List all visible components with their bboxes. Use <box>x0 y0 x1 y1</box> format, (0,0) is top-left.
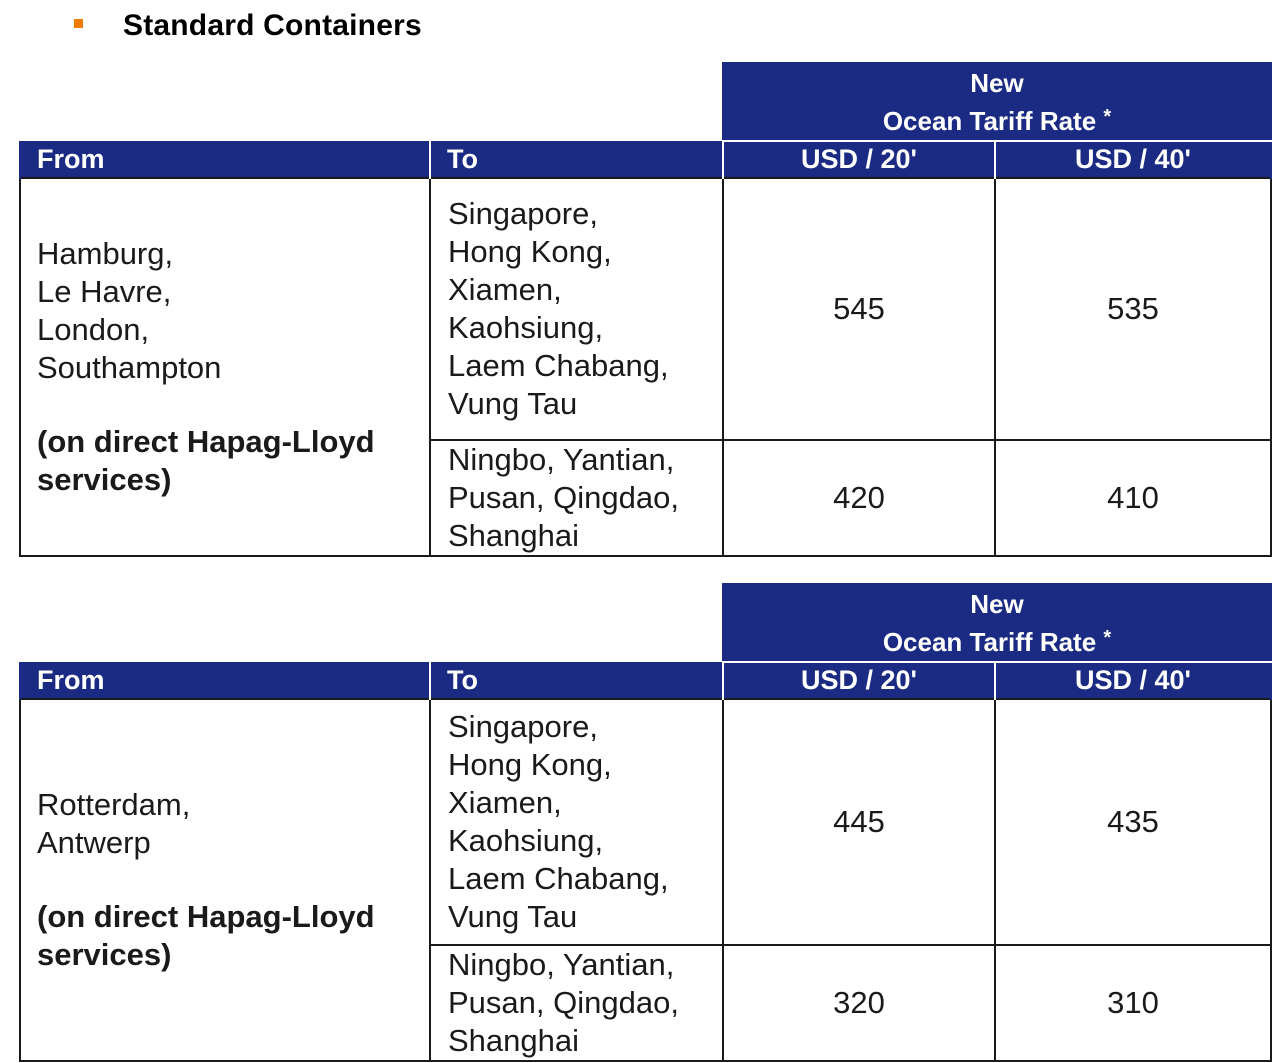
rate-header-line1: New <box>970 589 1024 619</box>
col-header-from: From <box>20 662 430 699</box>
rate-header-asterisk: * <box>1103 627 1112 649</box>
rate-header <box>723 63 1271 141</box>
rate-usd40: 535 <box>995 178 1271 440</box>
tariff-table-2 <box>19 583 1272 1062</box>
to-cell: Singapore, Hong Kong, Xiamen, Kaohsiung, Laem Chabang, Vung Tau <box>430 178 723 440</box>
rate-usd20: 420 <box>723 440 995 556</box>
rate-usd20: 545 <box>723 178 995 440</box>
col-header-usd20: USD / 20' <box>723 141 995 178</box>
rate-usd20: 445 <box>723 699 995 945</box>
rate-header-line2: Ocean Tariff Rate <box>882 106 1097 136</box>
col-header-usd20: USD / 20' <box>723 662 995 699</box>
rate-header <box>723 584 1271 662</box>
from-cell: Hamburg, Le Havre, London, Southampton (on direct Hapag-Lloyd services) <box>20 178 430 556</box>
from-note: (on direct Hapag-Lloyd services) <box>37 899 375 972</box>
from-note: (on direct Hapag-Lloyd services) <box>37 424 375 497</box>
to-cell: Ningbo, Yantian, Pusan, Qingdao, Shanghai <box>430 945 723 1061</box>
tariff-table-1 <box>19 62 1272 557</box>
rate-header-line2: Ocean Tariff Rate <box>882 627 1097 657</box>
col-header-usd40: USD / 40' <box>995 662 1271 699</box>
section-heading <box>74 6 422 46</box>
rate-usd20: 320 <box>723 945 995 1061</box>
section-title: Standard Containers <box>123 9 422 42</box>
from-cell: Rotterdam, Antwerp (on direct Hapag-Lloyd services) <box>20 699 430 1061</box>
rate-header-line1: New <box>970 68 1024 98</box>
to-cell: Ningbo, Yantian, Pusan, Qingdao, Shanghai <box>430 440 723 556</box>
rate-usd40: 310 <box>995 945 1271 1061</box>
col-header-usd40: USD / 40' <box>995 141 1271 178</box>
rate-usd40: 410 <box>995 440 1271 556</box>
col-header-to: To <box>430 662 723 699</box>
col-header-from: From <box>20 141 430 178</box>
bullet-square-icon <box>74 19 83 28</box>
to-cell: Singapore, Hong Kong, Xiamen, Kaohsiung, Laem Chabang, Vung Tau <box>430 699 723 945</box>
rate-header-asterisk: * <box>1103 106 1112 128</box>
rate-usd40: 435 <box>995 699 1271 945</box>
col-header-to: To <box>430 141 723 178</box>
